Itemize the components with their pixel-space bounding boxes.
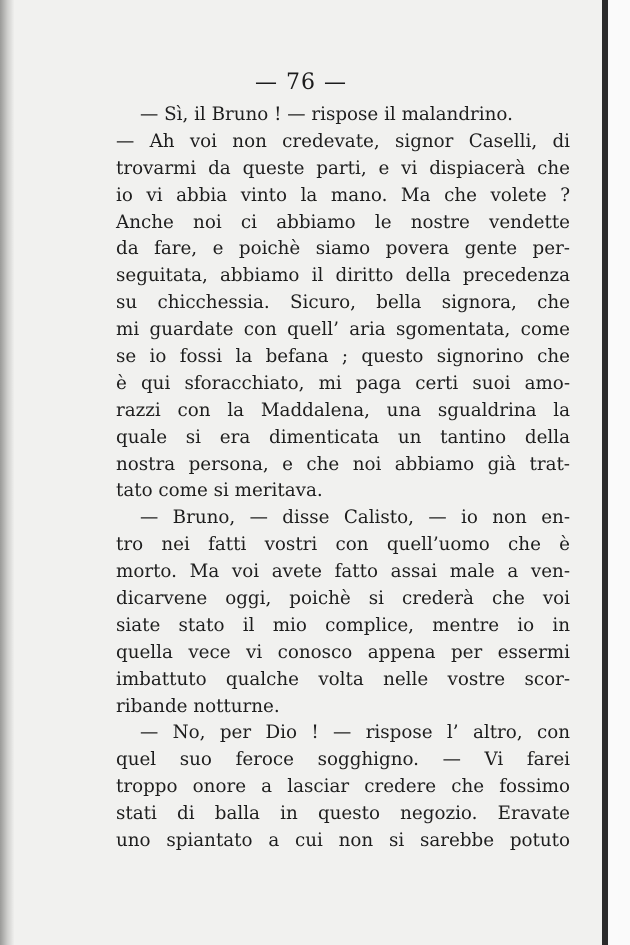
text-line: uno spiantato a cui non si sarebbe potuto xyxy=(116,830,570,852)
page-body-text xyxy=(116,102,570,855)
text-line: su chicchessia. Sicuro, bella signora, che xyxy=(116,292,570,314)
text-line: stati di balla in questo negozio. Eravate xyxy=(116,803,570,825)
text-line: tro nei fatti vostri con quell’uomo che è xyxy=(116,534,570,556)
text-line: ribande notturne. xyxy=(116,695,280,717)
text-line: nostra persona, e che noi abbiamo già trat- xyxy=(116,453,570,475)
text-line: — No, per Dio ! — rispose l’ altro, con xyxy=(140,722,570,744)
text-line: se io fossi la befana ; questo signorino che xyxy=(116,346,570,368)
text-line: quel suo feroce sogghigno. — Vi farei xyxy=(116,749,570,771)
text-line: tato come si meritava. xyxy=(116,480,323,502)
binding-shadow xyxy=(0,0,14,945)
text-line: morto. Ma voi avete fatto assai male a ven- xyxy=(116,561,570,583)
text-line: trovarmi da queste parti, e vi dispiacerà che xyxy=(116,157,570,179)
text-line: mi guardate con quell’ aria sgomentata, come xyxy=(116,319,570,341)
text-line: è qui sforacchiato, mi paga certi suoi amo- xyxy=(116,372,570,394)
page-margin-outside xyxy=(608,0,630,945)
text-line: io vi abbia vinto la mano. Ma che volete ? xyxy=(116,184,570,206)
text-line: quella vece vi conosco appena per essermi xyxy=(116,641,570,663)
text-line: quale si era dimenticata un tantino della xyxy=(116,426,570,448)
text-line: razzi con la Maddalena, una sgualdrina la xyxy=(116,399,570,421)
text-line: — Bruno, — disse Calisto, — io non en- xyxy=(140,507,570,529)
text-line: da fare, e poichè siamo povera gente per- xyxy=(116,238,570,260)
text-line: dicarvene oggi, poichè si crederà che voi xyxy=(116,588,570,610)
page-number: — 76 — xyxy=(255,70,347,95)
text-line: troppo onore a lasciar credere che fossimo xyxy=(116,776,570,798)
text-line: Anche noi ci abbiamo le nostre vendette xyxy=(116,211,570,233)
text-line: imbattuto qualche volta nelle vostre scor- xyxy=(116,668,570,690)
text-line: seguitata, abbiamo il diritto della precedenza xyxy=(116,265,570,287)
text-line: — Sì, il Bruno ! — rispose il malandrino. xyxy=(140,104,513,125)
text-line: siate stato il mio complice, mentre io in xyxy=(116,614,570,636)
text-line: — Ah voi non credevate, signor Caselli, di xyxy=(116,130,570,152)
